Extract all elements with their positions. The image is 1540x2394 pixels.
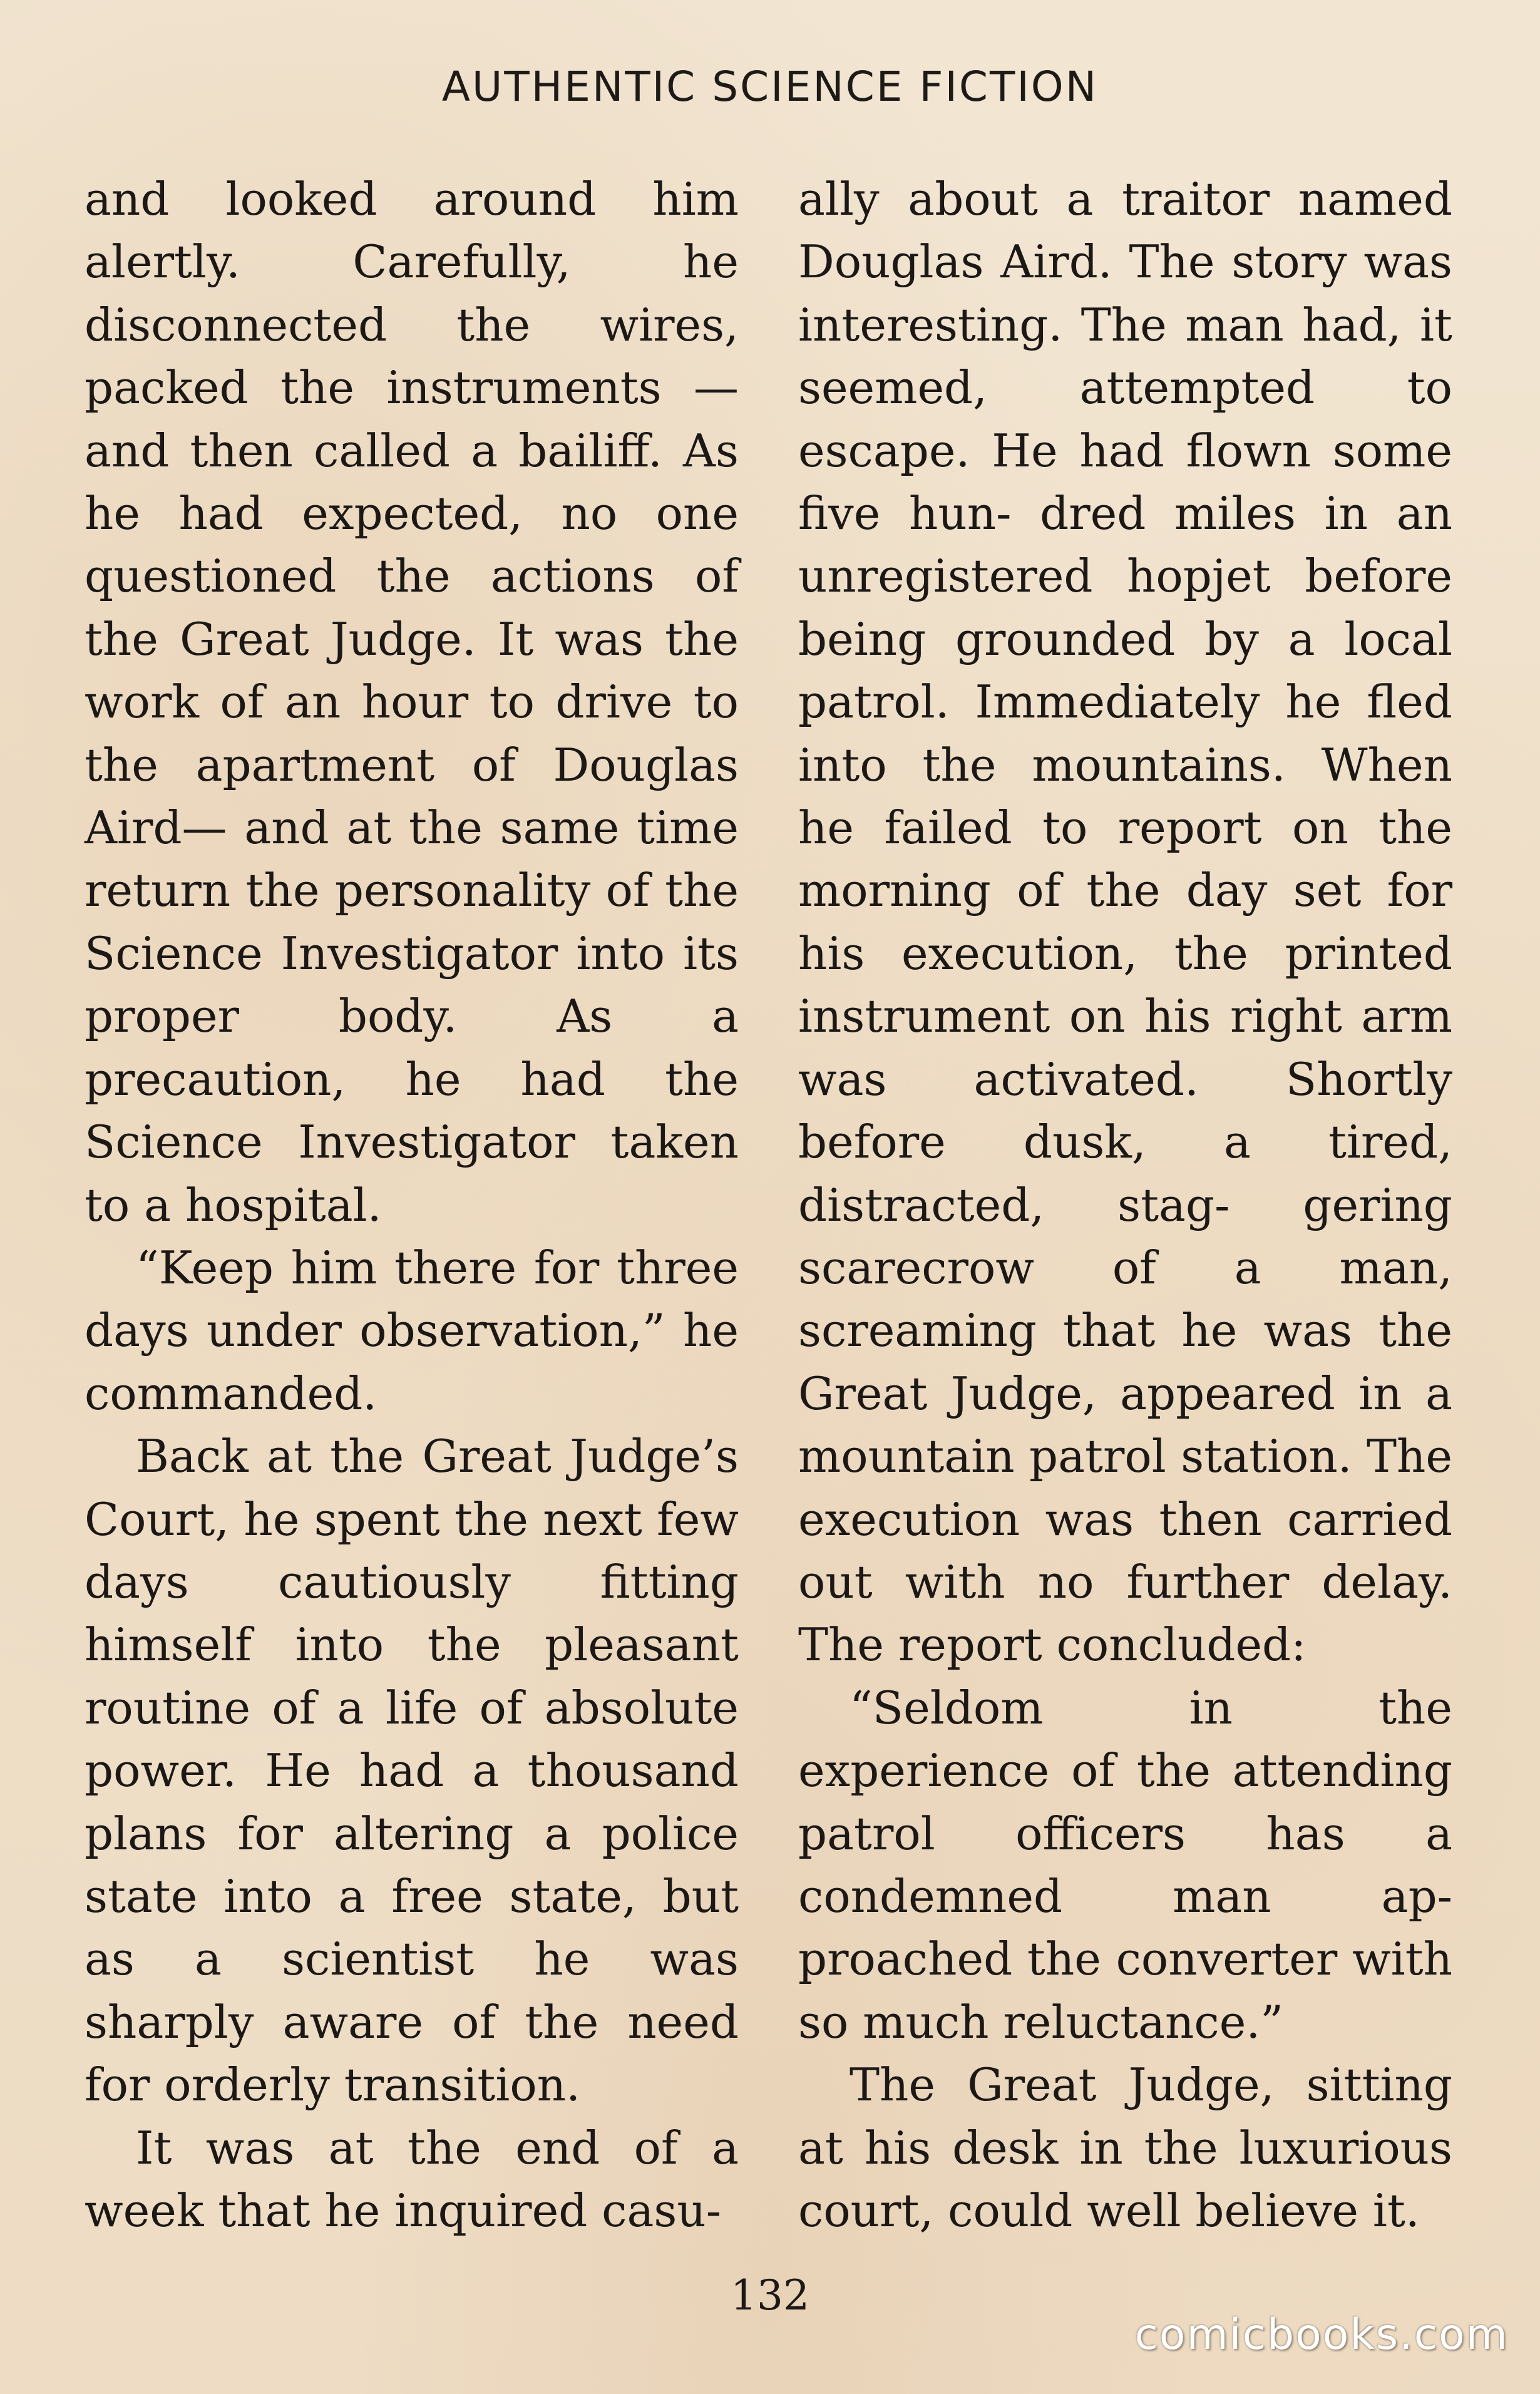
paragraph: It was at the end of a week that he inquired casu- (85, 2121, 739, 2237)
paragraph: “Keep him there for three days under observation,” he commanded. (85, 1241, 739, 1420)
paragraph: and looked around him alertly. Carefully, he disconnected the wires, packed the instruments —and then called a bailiff. As he had expected, no one questioned the actions of the Great Judge. It was the work of an hour to drive to the apartment of Douglas Aird— and at the same time return the personality of the Science Investigator into its proper body. As a precaution, he had the Science Investigator taken to a hospital. (85, 173, 739, 1231)
watermark: comicbooks.com (1134, 2310, 1509, 2360)
paragraph: Back at the Great Judge’s Court, he spent the next few days cautiously fitting himself into the pleasant routine of a life of absolute power. He had a thousand plans for altering a police state into a free state, but as a scientist he was sharply aware of the need for orderly transition. (85, 1430, 739, 2112)
running-header: AUTHENTIC SCIENCE FICTION (441, 63, 1099, 111)
paragraph: ally about a traitor named Douglas Aird. The story was interesting. The man had, it seemed, attempted to escape. He had flown some five hun- dred miles in an unregistered hopjet before being grounded by a local patrol. Immediately he fled into the mountains. When he failed to report on the morning of the day set for his execution, the printed instrument on his right arm was activated. Shortly before dusk, a tired, distracted, stag- gering scarecrow of a man, screaming that he was the Great Judge, appeared in a mountain patrol station. The execution was then carried out with no further delay. The report concluded: (798, 173, 1452, 1672)
right-column (798, 168, 1452, 2242)
left-column (85, 168, 739, 2242)
page-number: 132 (731, 2271, 809, 2320)
paragraph: “Seldom in the experience of the attending patrol officers has a condemned man ap- proached the converter with so much reluctance.” (798, 1681, 1452, 2048)
paragraph: The Great Judge, sitting at his desk in the luxurious court, could well believe it. (798, 2058, 1452, 2237)
